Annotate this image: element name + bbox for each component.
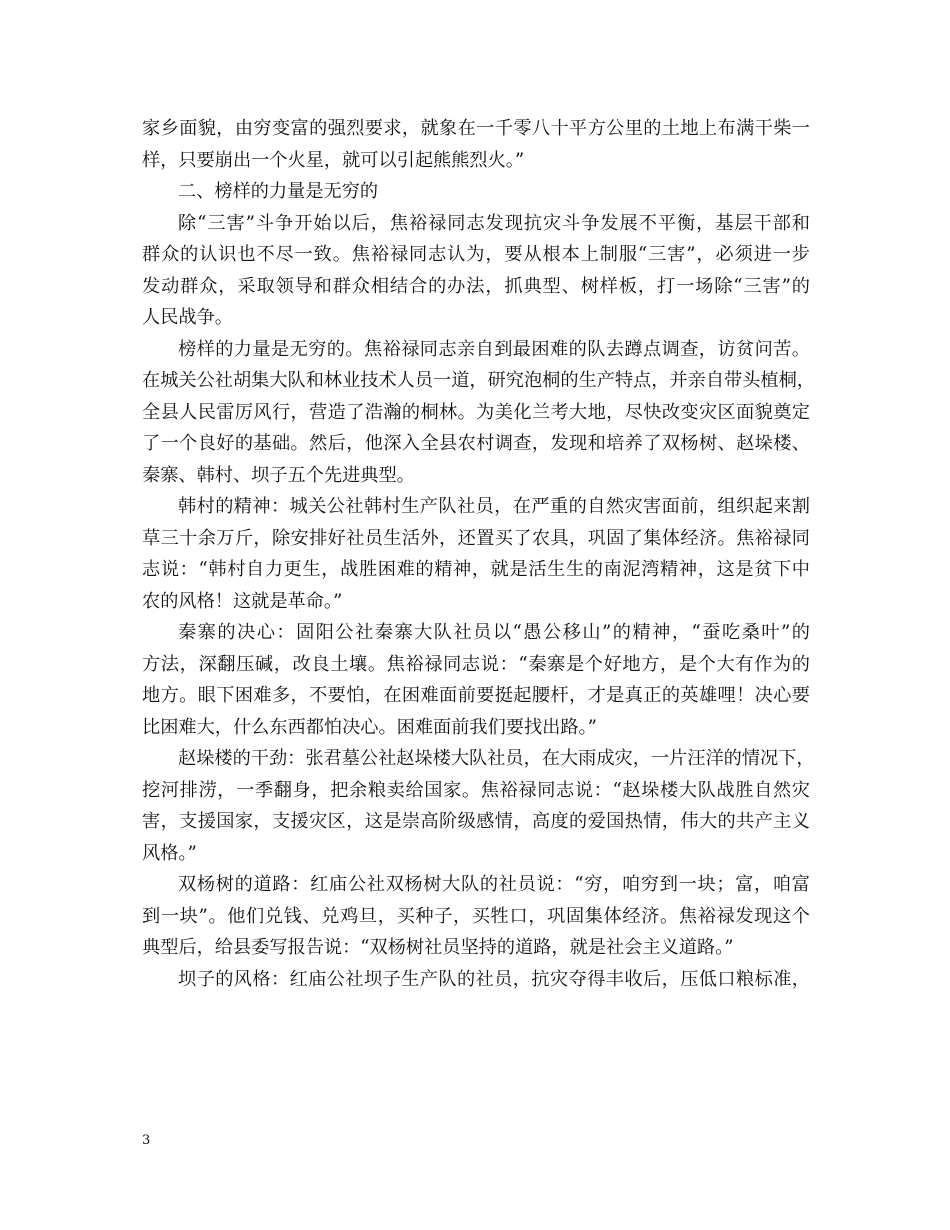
text-line: 群众的认识也不尽一致。焦裕禄同志认为，要从根本上制服“三害”，必须进一步 [142, 244, 810, 265]
text-line: 农的风格！这就是革命。” [142, 590, 343, 612]
text-line: 坝子的风格：红庙公社坝子生产队的社员，抗灾夺得丰收后，压低口粮标准， [178, 968, 810, 990]
text-line: 典型后，给县委写报告说：“双杨树社员坚持的道路，就是社会主义道路。” [142, 937, 734, 958]
text-line: 榜样的力量是无穷的。焦裕禄同志亲自到最困难的队去蹲点调查，访贫问苦。 [178, 338, 810, 360]
text-line: 地方。眼下困难多，不要怕，在困难面前要挺起腰杆，才是真正的英雄哩！决心要 [142, 685, 810, 706]
text-line: 全县人民雷厉风行，营造了浩瀚的桐林。为美化兰考大地，尽快改变灾区面貌奠定 [142, 401, 810, 423]
text-line: 比困难大，什么东西都怕决心。困难面前我们要找出路。” [142, 716, 597, 738]
text-line: 到一块”。他们兑钱、兑鸡旦，买种子，买牲口，巩固集体经济。焦裕禄发现这个 [142, 905, 810, 927]
text-line: 秦寨的决心：固阳公社秦寨大队社员以“愚公移山”的精神，“蚕吃桑叶”的 [178, 622, 810, 643]
text-line: 二、榜样的力量是无穷的 [178, 181, 379, 202]
body-text [142, 113, 815, 995]
text-line: 家乡面貌，由穷变富的强烈要求，就象在一千零八十平方公里的土地上布满干柴一 [142, 118, 810, 139]
page-number: 3 [142, 1133, 151, 1148]
text-line: 发动群众，采取领导和群众相结合的办法，抓典型、树样板，打一场除“三害”的 [142, 275, 810, 297]
text-line: 风格。” [142, 842, 197, 864]
text-line: 方法，深翻压碱，改良土壤。焦裕禄同志说：“秦寨是个好地方，是个大有作为的 [142, 653, 810, 675]
text-line: 样，只要崩出一个火星，就可以引起熊熊烈火。” [142, 149, 525, 171]
text-line: 在城关公社胡集大队和林业技术人员一道，研究泡桐的生产特点，并亲自带头植桐， [142, 370, 815, 391]
text-line: 秦寨、韩村、坝子五个先进典型。 [142, 464, 415, 486]
text-line: 除“三害”斗争开始以后，焦裕禄同志发现抗灾斗争发展不平衡，基层干部和 [178, 212, 810, 234]
text-line: 双杨树的道路：红庙公社双杨树大队的社员说：“穷，咱穷到一块；富，咱富 [178, 874, 810, 895]
text-line: 人民战争。 [142, 307, 233, 328]
text-line: 害，支援国家，支援灾区，这是崇高阶级感情，高度的爱国热情，伟大的共产主义 [142, 811, 810, 832]
text-line: 挖河排涝，一季翻身，把余粮卖给国家。焦裕禄同志说：“赵垛楼大队战胜自然灾 [142, 779, 810, 801]
text-line: 志说：“韩村自力更生，战胜困难的精神，就是活生生的南泥湾精神，这是贫下中 [142, 559, 810, 580]
text-line: 韩村的精神：城关公社韩村生产队社员，在严重的自然灾害面前，组织起来割 [178, 496, 810, 517]
text-line: 草三十余万斤，除安排好社员生活外，还置买了农具，巩固了集体经济。焦裕禄同 [142, 527, 810, 549]
text-line: 赵垛楼的干劲：张君墓公社赵垛楼大队社员，在大雨成灾，一片汪洋的情况下， [178, 748, 815, 769]
text-line: 了一个良好的基础。然后，他深入全县农村调查，发现和培养了双杨树、赵垛楼、 [142, 433, 810, 454]
